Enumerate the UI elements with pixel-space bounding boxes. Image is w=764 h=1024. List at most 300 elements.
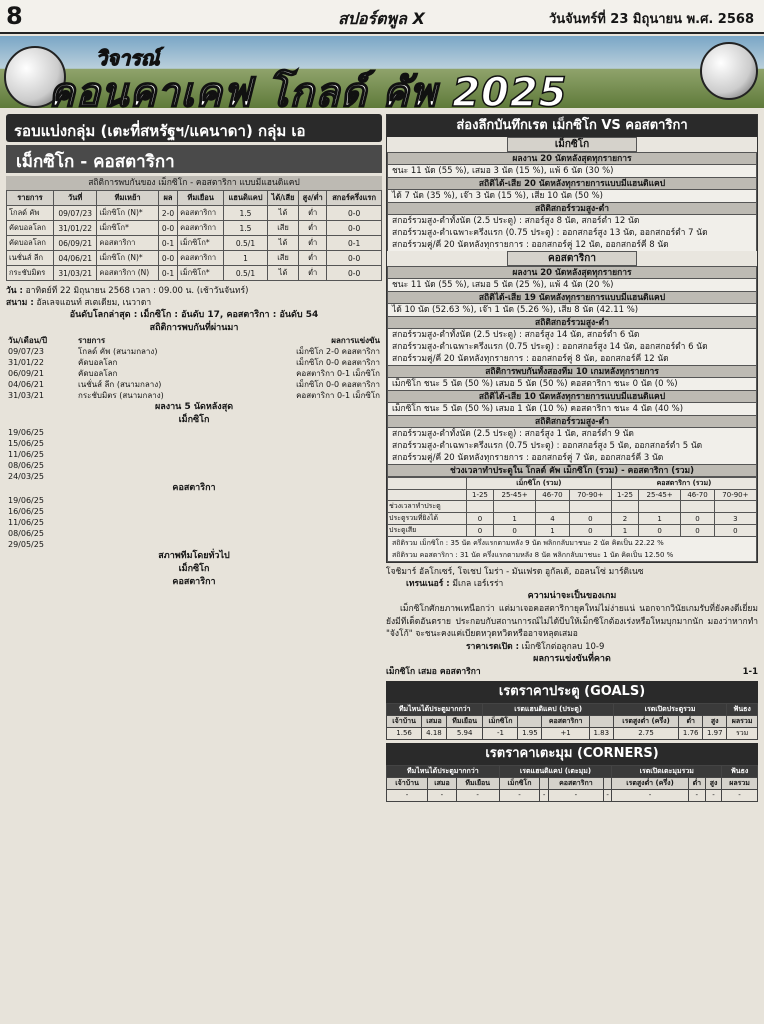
- h2h-cell: 0.5/1: [224, 266, 268, 281]
- h2h10-overunder-title: สถิติสกอร์รวมสูง-ต่ำ: [387, 415, 757, 428]
- goal-cell-b: [611, 501, 638, 513]
- last5-cell: [304, 517, 382, 528]
- h2h-cell: 06/09/21: [54, 236, 97, 251]
- h2h10-title: สถิติการพบกันทั้งสองทีม 10 เกมหลังทุกรายการ: [387, 365, 757, 378]
- trainer: มีเกล เอร์เรร่า: [452, 579, 504, 589]
- odds-value: 4.18: [422, 727, 447, 739]
- h2h-cell: ต่ำ: [299, 236, 327, 251]
- odds-sub-header: คอสตาริกา: [548, 777, 603, 789]
- odds-sub-header: ทีมเยือน: [446, 715, 483, 727]
- past-cell: คัดบอลโลก: [78, 369, 118, 378]
- last5-cell: [304, 460, 382, 471]
- last5-cell: [148, 506, 226, 517]
- h2h-cell: ต่ำ: [299, 206, 327, 221]
- stats-team-a: เม็กซิโก: [507, 137, 637, 152]
- h2h-cell: เม็กซิโก (N)*: [97, 251, 158, 266]
- issue-date: วันจันทร์ที่ 23 มิถุนายน พ.ศ. 2568: [548, 12, 754, 27]
- goal-bin-a: 70-90+: [569, 490, 611, 501]
- trainer-line: [386, 578, 758, 590]
- odds-value: -: [688, 789, 705, 801]
- b-form: ชนะ 11 นัด (55 %), เสมอ 5 นัด (25 %), แพ้ 4 นัด (20 %): [387, 279, 757, 291]
- b-overunder-title: สถิติสกอร์รวมสูง-ต่ำ: [387, 316, 757, 329]
- last5-cell: [70, 438, 148, 449]
- overunder-line: สกอร์รวมคู่/คี่ 20 นัดหลังทุกรายการ : ออกสกอร์คู่ 7 นัด, ออกสกอร์คี่ 3 นัด: [387, 452, 757, 464]
- h2h-cell: 0-0: [327, 221, 382, 236]
- odds-c-group-handicap: เรตแฮนดิแคป (เตะมุม): [499, 765, 612, 777]
- goal-cell-a: [466, 501, 493, 513]
- last5-cell: 08/06/25: [8, 529, 44, 538]
- h2h-cell: เสีย: [267, 221, 298, 236]
- odds-sub-header: เรตสูงต่ำ (ครึ่ง): [612, 777, 688, 789]
- page-header: [0, 0, 764, 34]
- likely-text: เม็กซิโกศักยภาพเหนือกว่า แต่มาเจอคอสตาริกายุคใหม่ไม่ง่ายแน่ นอกจากวินัยเกมรับที่ยังคงดีเยี่ยมยังมีทีเด็ดอันตราย ประกอบกับสถานการณ์ไม่ได้บีบให้เม็กซิโกต้องเร่งหรือโหมบุกมากนัก มองว่าหากทำ "จังโก้" จะชนะคงแค่เบียดหวุดหวิดหรืออาจหลุดเสมอ: [386, 604, 758, 639]
- goal-cell-b: [714, 501, 756, 513]
- goal-bin-b: 1-25: [611, 490, 638, 501]
- h2h-cell: 31/03/21: [54, 266, 97, 281]
- odds-value: รวม: [727, 727, 758, 739]
- goal-row-label: ประตูรวมที่ยิงได้: [388, 513, 467, 525]
- likely-title: ความน่าจะเป็นของเกม: [527, 591, 617, 601]
- stats-header: ส่องลึกบันทึกเรต เม็กซิโก VS คอสตาริกา: [387, 115, 757, 137]
- odds-goals-sub-row: [387, 715, 758, 727]
- goal-bin-a: 1-25: [466, 490, 493, 501]
- last5-cell: [148, 438, 226, 449]
- last5-row: [6, 449, 382, 460]
- odds-sub-header: ต่ำ: [679, 715, 703, 727]
- h2h-cell: คอสตาริกา: [97, 236, 158, 251]
- odds-value: -: [603, 789, 611, 801]
- team-b-last5: [6, 495, 382, 550]
- prediction: เม็กซิโก เสมอ คอสตาริกา: [386, 666, 481, 677]
- odds-value: 1.76: [679, 727, 703, 739]
- last5-cell: [70, 539, 148, 550]
- odds-sub-header: ผลรวม: [722, 777, 758, 789]
- h2h-cell: กระชับมิตร: [7, 266, 54, 281]
- odds-sub-header: [518, 715, 542, 727]
- form-team-b: คอสตาริกา: [172, 577, 216, 587]
- banner-kicker: วิจารณ์: [96, 46, 160, 70]
- last5-row: [6, 427, 382, 438]
- goal-cell-b: 0: [681, 525, 715, 537]
- kickoff-time: อาทิตย์ที่ 22 มิถุนายน 2568 เวลา : 09.00 น. (เช้าวันจันทร์): [25, 286, 249, 296]
- odds-sub-header: [540, 777, 548, 789]
- h2h-cell: 0-0: [327, 206, 382, 221]
- team-b-label: คอสตาริกา: [172, 483, 216, 493]
- odds-value: +1: [542, 727, 589, 739]
- last5-row: [6, 517, 382, 528]
- odds-sub-header: สูง: [705, 777, 721, 789]
- a-overunder-title: สถิติสกอร์รวมสูง-ต่ำ: [387, 202, 757, 215]
- last5-cell: [226, 506, 304, 517]
- past-cell: คอสตาริกา 0-1 เม็กซิโก: [296, 391, 380, 400]
- last5-cell: [304, 427, 382, 438]
- last5-cell: [226, 495, 304, 506]
- last5-cell: 24/03/25: [8, 472, 44, 481]
- overunder-line: สกอร์รวมสูง-ต่ำทั้งนัด (2.5 ประตู) : สกอร์สูง 1 นัด, สกอร์ต่ำ 9 นัด: [387, 428, 757, 440]
- odds-corners-sub-row: [387, 777, 758, 789]
- h2h-cell: คอสตาริกา: [178, 221, 224, 236]
- goal-cell-a: 1: [536, 525, 570, 537]
- goal-cell-b: 2: [611, 513, 638, 525]
- last5-cell: [148, 517, 226, 528]
- h2h-cell: 09/07/23: [54, 206, 97, 221]
- past-cell: เม็กซิโก 0-0 คอสตาริกา: [296, 358, 380, 367]
- h2h10-handicap: เม็กซิโก ชนะ 5 นัด (50 %) เสมอ 1 นัด (10 %) คอสตาริกา ชนะ 4 นัด (40 %): [387, 403, 757, 415]
- h2h-col-header: สูง/ต่ำ: [299, 191, 327, 206]
- banner-title: คอนคาเคฟ โกลด์ คัพ 2025: [48, 70, 568, 108]
- h2h-col-header: รายการ: [7, 191, 54, 206]
- odds-sub-header: ทีมเยือน: [456, 777, 499, 789]
- overunder-line: สกอร์รวมสูง-ต่ำเฉพาะครึ่งแรก (0.75 ประตู) : ออกสกอร์สูง 14 นัด, ออกสกอร์ต่ำ 6 นัด: [387, 341, 757, 353]
- last5-cell: 29/05/25: [8, 540, 44, 549]
- trainer-label: เทรนเนอร์ :: [406, 579, 450, 589]
- past-cell: 06/09/21: [8, 369, 44, 378]
- odds-value: 1.95: [518, 727, 542, 739]
- left-column: [6, 114, 382, 589]
- last5-cell: [70, 471, 148, 482]
- past-cell: เม็กซิโก 2-0 คอสตาริกา: [296, 347, 380, 356]
- goal-cell-b: [681, 501, 715, 513]
- odds-goals-values: [387, 727, 758, 739]
- odds-sub-header: [603, 777, 611, 789]
- last5-cell: [148, 449, 226, 460]
- past-row: [6, 346, 382, 357]
- last5-cell: [304, 495, 382, 506]
- h2h-cell: 0-1: [158, 266, 177, 281]
- h2h-cell: เนชั่นส์ ลีก: [7, 251, 54, 266]
- h2h-title: สถิติการพบกันของ เม็กซิโก - คอสตาริกา แบบมีแฮนดิแคป: [6, 176, 382, 190]
- goal-cell-a: [494, 501, 536, 513]
- h2h-col-header: วันที่: [54, 191, 97, 206]
- odds-group-pick: ฟันธง: [727, 703, 758, 715]
- last5-cell: 11/06/25: [8, 450, 44, 459]
- odds-goals-title: เรตราคาประตู (GOALS): [386, 681, 758, 703]
- last5-cell: [226, 528, 304, 539]
- form-team-a: เม็กซิโก: [178, 564, 210, 574]
- goal-cell-a: 4: [536, 513, 570, 525]
- goal-row: [388, 513, 757, 525]
- masthead-logo: สปอร์ตพูล X: [338, 9, 425, 28]
- h2h-cell: เม็กซิโก*: [178, 236, 224, 251]
- h2h10: เม็กซิโก ชนะ 5 นัด (50 %) เสมอ 5 นัด (50 %) คอสตาริกา ชนะ 0 นัด (0 %): [387, 378, 757, 390]
- last5-cell: [226, 517, 304, 528]
- goal-row-label: ช่วงเวลาทำประตู: [388, 501, 467, 513]
- form-title: สภาพทีมโดยทั่วไป: [158, 551, 230, 561]
- last5-cell: [70, 517, 148, 528]
- overunder-line: สกอร์รวมสูง-ต่ำทั้งนัด (2.5 ประตู) : สกอร์สูง 8 นัด, สกอร์ต่ำ 12 นัด: [387, 215, 757, 227]
- overunder-line: สกอร์รวมสูง-ต่ำเฉพาะครึ่งแรก (0.75 ประตู) : ออกสกอร์สูง 5 นัด, ออกสกอร์ต่ำ 5 นัด: [387, 440, 757, 452]
- last5-cell: [148, 495, 226, 506]
- odds-value: 1.97: [703, 727, 727, 739]
- h2h-cell: 1: [224, 251, 268, 266]
- a-handicap: ได้ 7 นัด (35 %), เจ๊า 3 นัด (15 %), เสีย 10 นัด (50 %): [387, 190, 757, 202]
- odds-sub-header: สูง: [703, 715, 727, 727]
- odds-group-total: เรตเปิดประตูรวม: [613, 703, 726, 715]
- b-handicap: ได้ 10 นัด (52.63 %), เจ๊า 1 นัด (5.26 %), เสีย 8 นัด (42.11 %): [387, 304, 757, 316]
- page-number: 8: [6, 2, 23, 30]
- football-image: [700, 42, 758, 100]
- a-form-title: ผลงาน 20 นัดหลังสุดทุกรายการ: [387, 152, 757, 165]
- h2h-cell: คัดบอลโลก: [7, 221, 54, 236]
- goal-cell-b: 1: [639, 513, 681, 525]
- group-label: รอบแบ่งกลุ่ม (เตะที่สหรัฐฯ/แคนาดา) กลุ่ม เอ: [6, 114, 382, 142]
- prediction-row: [386, 666, 758, 678]
- odds-sub-header: [589, 715, 613, 727]
- last5-row: [6, 506, 382, 517]
- goal-timing-table: [387, 477, 757, 537]
- odds-value: -: [387, 789, 428, 801]
- last5-cell: [226, 471, 304, 482]
- goal-cell-a: 1: [494, 513, 536, 525]
- odds-group-winner: ทีมไหนได้ประตูมากกว่า: [387, 703, 483, 715]
- last5-cell: [226, 427, 304, 438]
- last5-cell: [304, 438, 382, 449]
- goal-cell-b: 1: [611, 525, 638, 537]
- open-price-value: เม็กซิโกต่อลูกลบ 10-9: [521, 641, 605, 652]
- odds-value: 1.83: [589, 727, 613, 739]
- goal-cell-a: 0: [466, 525, 493, 537]
- h2h-cell: 04/06/21: [54, 251, 97, 266]
- venue-line: [6, 297, 382, 309]
- h2h-cell: 0-0: [158, 221, 177, 236]
- h2h-row: [7, 221, 382, 236]
- last5-cell: 16/06/25: [8, 507, 44, 516]
- h2h-col-header: แฮนดิแคป: [224, 191, 268, 206]
- h2h-cell: 1.5: [224, 221, 268, 236]
- odds-goals-table: [386, 703, 758, 740]
- h2h-row: [7, 236, 382, 251]
- last5-cell: [70, 449, 148, 460]
- odds-corners-title: เรตราคาเตะมุม (CORNERS): [386, 743, 758, 765]
- odds-group-handicap: เรตแฮนดิแคป (ประตู): [483, 703, 613, 715]
- kickoff-label: วัน :: [6, 286, 23, 296]
- last5-cell: 19/06/25: [8, 496, 44, 505]
- h2h-col-header: ผล: [158, 191, 177, 206]
- last5-row: [6, 438, 382, 449]
- past-row: [6, 379, 382, 390]
- goal-cell-a: 0: [569, 513, 611, 525]
- h2h-table: [6, 190, 382, 281]
- open-price-label: ราคาเรตเปิด :: [466, 641, 519, 652]
- last5-cell: [226, 460, 304, 471]
- odds-value: 2.75: [613, 727, 678, 739]
- overunder-line: สกอร์รวมสูง-ต่ำทั้งนัด (2.5 ประตู) : สกอร์สูง 14 นัด, สกอร์ต่ำ 6 นัด: [387, 329, 757, 341]
- h2h-row: [7, 206, 382, 221]
- h2h-cell: 2-0: [158, 206, 177, 221]
- overunder-line: สกอร์รวมคู่/คี่ 20 นัดหลังทุกรายการ : ออกสกอร์คู่ 12 นัด, ออกสกอร์คี่ 8 นัด: [387, 239, 757, 251]
- goal-timing-team-a: เม็กซิโก (รวม): [466, 478, 611, 490]
- overunder-line: สกอร์รวมสูง-ต่ำเฉพาะครึ่งแรก (0.75 ประตู) : ออกสกอร์สูง 13 นัด, ออกสกอร์ต่ำ 7 นัด: [387, 227, 757, 239]
- last5-row: [6, 471, 382, 482]
- odds-c-group-total: เรตเปิดเตะมุมรวม: [612, 765, 722, 777]
- goal-bin-b: 25-45+: [639, 490, 681, 501]
- past-row: [6, 368, 382, 379]
- b-handicap-title: สถิติได้-เสีย 19 นัดหลังทุกรายการแบบมีแฮนดิแคป: [387, 291, 757, 304]
- odds-sub-header: เจ้าบ้าน: [387, 777, 428, 789]
- h2h-cell: 0-0: [327, 251, 382, 266]
- past-col-result: ผลการแข่งขัน: [331, 336, 380, 345]
- goal-row-label: ประตูเสีย: [388, 525, 467, 537]
- h2h-cell: เสีย: [267, 251, 298, 266]
- h2h-cell: คอสตาริกา (N): [97, 266, 158, 281]
- past-cell: เนชั่นส์ ลีก (สนามกลาง): [78, 380, 162, 389]
- past-col-comp: รายการ: [78, 336, 106, 345]
- overunder-line: สกอร์รวมคู่/คี่ 20 นัดหลังทุกรายการ : ออกสกอร์คู่ 8 นัด, ออกสกอร์คี่ 12 นัด: [387, 353, 757, 365]
- h2h-row: [7, 266, 382, 281]
- open-price: [386, 641, 758, 653]
- h2h-cell: เม็กซิโก*: [97, 221, 158, 236]
- h2h-cell: เม็กซิโก*: [178, 266, 224, 281]
- last5-cell: [148, 528, 226, 539]
- last5-row: [6, 495, 382, 506]
- goal-bin-a: 46-70: [536, 490, 570, 501]
- goal-timing-team-b: คอสตาริกา (รวม): [611, 478, 756, 490]
- h2h-cell: โกลด์ คัพ: [7, 206, 54, 221]
- kickoff-line: [6, 285, 382, 297]
- odds-value: -: [548, 789, 603, 801]
- past-cell: 31/01/22: [8, 358, 44, 367]
- last5-cell: 15/06/25: [8, 439, 44, 448]
- a-form: ชนะ 11 นัด (55 %), เสมอ 3 นัด (15 %), แพ้ 6 นัด (30 %): [387, 165, 757, 177]
- goal-cell-b: 0: [681, 513, 715, 525]
- goal-cell-a: [536, 501, 570, 513]
- odds-sub-header: เจ้าบ้าน: [387, 715, 422, 727]
- odds-value: -: [722, 789, 758, 801]
- team-a-label: เม็กซิโก: [178, 415, 210, 425]
- prediction-title: ผลการแข่งขันที่คาด: [533, 653, 611, 664]
- h2h-cell: ได้: [267, 206, 298, 221]
- last5-cell: 11/06/25: [8, 518, 44, 527]
- past-cell: โกลด์ คัพ (สนามกลาง): [78, 347, 158, 356]
- goal-bin-b: 70-90+: [714, 490, 756, 501]
- odds-goals-group-row: [387, 703, 758, 715]
- goal-cell-b: 3: [714, 513, 756, 525]
- last5-cell: 19/06/25: [8, 428, 44, 437]
- goal-cell-a: 0: [466, 513, 493, 525]
- last5-cell: [226, 438, 304, 449]
- match-title: เม็กซิโก - คอสตาริกา: [6, 145, 382, 173]
- h2h-cell: 0-0: [158, 251, 177, 266]
- odds-value: -: [428, 789, 457, 801]
- last5-cell: [70, 495, 148, 506]
- past-cell: เม็กซิโก 0-0 คอสตาริกา: [296, 380, 380, 389]
- last5-cell: [148, 427, 226, 438]
- odds-corners-table: [386, 765, 758, 802]
- odds-corners-values: [387, 789, 758, 801]
- odds-sub-header: เรตสูงต่ำ (ครึ่ง): [613, 715, 678, 727]
- h2h-cell: คอสตาริกา: [178, 206, 224, 221]
- h2h-col-header: ทีมเยือน: [178, 191, 224, 206]
- world-ranking: อันดับโลกล่าสุด : เม็กซิโก : อันดับ 17, คอสตาริกา : อันดับ 54: [69, 310, 319, 320]
- past-cell: กระชับมิตร (สนามกลาง): [78, 391, 164, 400]
- goal-cell-b: 0: [639, 525, 681, 537]
- past-header-row: [6, 335, 382, 346]
- last5-cell: [70, 427, 148, 438]
- h2h-cell: ได้: [267, 236, 298, 251]
- a-handicap-title: สถิติได้-เสีย 20 นัดหลังทุกรายการแบบมีแฮนดิแคป: [387, 177, 757, 190]
- last5-cell: [304, 449, 382, 460]
- last5-row: [6, 539, 382, 550]
- odds-sub-header: ผลรวม: [727, 715, 758, 727]
- h2h-cell: คัดบอลโลก: [7, 236, 54, 251]
- goal-timing-team-row: [388, 478, 757, 490]
- goal-cell-b: [639, 501, 681, 513]
- h2h-cell: ได้: [267, 266, 298, 281]
- past-cell: 04/06/21: [8, 380, 44, 389]
- h2h-row: [7, 251, 382, 266]
- last5-cell: [70, 506, 148, 517]
- h2h-cell: ต่ำ: [299, 266, 327, 281]
- venue-label: สนาม :: [6, 298, 34, 308]
- odds-value: -: [540, 789, 548, 801]
- odds-value: -: [499, 789, 540, 801]
- odds-sub-header: เสมอ: [422, 715, 447, 727]
- last5-cell: 08/06/25: [8, 461, 44, 470]
- h2h-cell: 0-1: [158, 236, 177, 251]
- goal-note-b: สถิติรวม คอสตาริกา : 31 นัด ครึ่งแรกตามหลัง 8 นัด พลิกกลับมาชนะ 1 นัด คิดเป็น 12.50 %: [387, 549, 757, 562]
- h2h-cell: 1.5: [224, 206, 268, 221]
- goal-timing-title: ช่วงเวลาทำประตูใน โกลด์ คัพ เม็กซิโก (รวม) - คอสตาริกา (รวม): [387, 464, 757, 477]
- h2h-cell: 0-0: [327, 266, 382, 281]
- odds-sub-header: เม็กซิโก: [499, 777, 540, 789]
- h2h-cell: ต่ำ: [299, 221, 327, 236]
- odds-value: -: [705, 789, 721, 801]
- odds-c-group-pick: ฟันธง: [722, 765, 758, 777]
- h2h-header-row: [7, 191, 382, 206]
- goal-cell-a: [569, 501, 611, 513]
- h2h-cell: 31/01/22: [54, 221, 97, 236]
- b-form-title: ผลงาน 20 นัดหลังสุดทุกรายการ: [387, 266, 757, 279]
- h2h-cell: คอสตาริกา: [178, 251, 224, 266]
- past-row: [6, 390, 382, 401]
- h2h-cell: 0-1: [327, 236, 382, 251]
- last5-row: [6, 460, 382, 471]
- odds-value: 5.94: [446, 727, 483, 739]
- h2h-cell: เม็กซิโก (N)*: [97, 206, 158, 221]
- odds-sub-header: คอสตาริกา: [542, 715, 589, 727]
- last5-cell: [304, 528, 382, 539]
- past-meetings-title: สถิติการพบกันที่ผ่านมา: [149, 323, 239, 333]
- h2h-cell: ต่ำ: [299, 251, 327, 266]
- past-col-date: วัน/เดือน/ปี: [8, 336, 48, 345]
- prediction-score: 1-1: [742, 666, 758, 677]
- last5-title: ผลงาน 5 นัดหลังสุด: [154, 402, 234, 412]
- last5-cell: [304, 506, 382, 517]
- past-cell: คอสตาริกา 0-1 เม็กซิโก: [296, 369, 380, 378]
- last5-cell: [148, 539, 226, 550]
- goal-bin-b: 46-70: [681, 490, 715, 501]
- odds-c-group-winner: ทีมไหนได้ประตูมากกว่า: [387, 765, 500, 777]
- goal-cell-b: 0: [714, 525, 756, 537]
- goal-cell-a: 0: [569, 525, 611, 537]
- headline-banner: [0, 36, 764, 108]
- goal-bins-row: [388, 490, 757, 501]
- goal-bin-corner: [388, 490, 467, 501]
- cont-lineup: โจชิมาร์ อัลโกเซร์, โจเชป โมร่า - มันเฟรด อูกัลเด้, ออลนโซ่ มาร์ติเนซ: [386, 567, 644, 577]
- goal-note-a: สถิติรวม เม็กซิโก : 35 นัด ครึ่งแรกตามหลัง 9 นัด พลิกกลับมาชนะ 2 นัด คิดเป็น 22.22 %: [387, 537, 757, 549]
- goal-row: [388, 525, 757, 537]
- h2h-col-header: สกอร์ครึ่งแรก: [327, 191, 382, 206]
- past-row: [6, 357, 382, 368]
- goal-timing-corner: [388, 478, 467, 490]
- last5-cell: [148, 460, 226, 471]
- past-cell: คัดบอลโลก: [78, 358, 118, 367]
- odds-value: -: [456, 789, 499, 801]
- odds-value: -: [612, 789, 688, 801]
- last5-cell: [70, 528, 148, 539]
- h2h-col-header: ได้/เสีย: [267, 191, 298, 206]
- odds-sub-header: เม็กซิโก: [483, 715, 518, 727]
